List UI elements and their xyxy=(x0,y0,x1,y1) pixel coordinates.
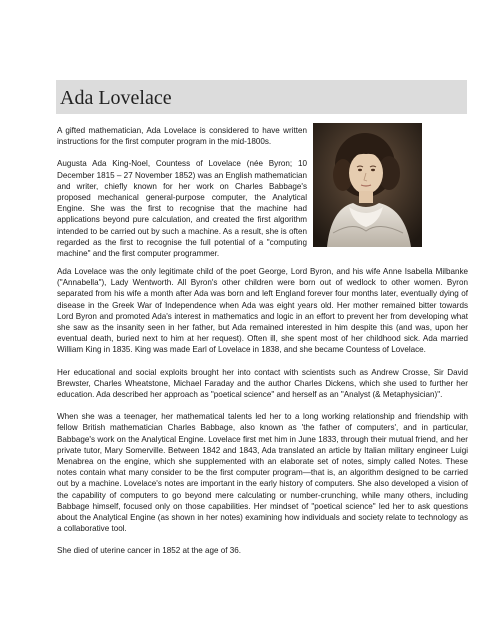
paragraph-death: She died of uterine cancer in 1852 at the age of 36. xyxy=(57,546,242,556)
intro-paragraph: Augusta Ada King-Noel, Countess of Lovelace (née Byron; 10 December 1815 – 27 November 1852) was an English mathematician and writer, chiefly known for her work on Charles Babbage's proposed mechanical general-purpose computer, the Analytical Engine. She was the first to recognise that the machine had applications beyond pure calculation, and created the first algorithm intended to be carried out by such a machine. As a result, she is often regarded as the first to recognise the full potential of a "computing machine" and the first computer programmer. xyxy=(57,159,307,259)
paragraph-education: Her educational and social exploits brought her into contact with scientists such as Andrew Crosse, Sir David Brewster, Charles Wheatstone, Michael Faraday and the author Charles Dickens, which she used to further her education. Ada described her approach as "poetical science" and herself as an "Analyst (& Metaphysician)". xyxy=(57,367,468,400)
lead-paragraph: A gifted mathematician, Ada Lovelace is considered to have written instructions for the first computer program in the mid-1800s. xyxy=(57,126,307,147)
body-text xyxy=(57,266,468,568)
paragraph-babbage: When she was a teenager, her mathematical talents led her to a long working relationship and friendship with fellow British mathematician Charles Babbage, also known as 'the father of computers', and in particular, Babbage's work on the Analytical Engine. Lovelace first met him in June 1833, through their mutual friend, and her private tutor, Mary Somerville. Between 1842 and 1843, Ada translated an article by Italian military engineer Luigi Menabrea on the engine, which she supplemented with an elaborate set of notes, simply called Notes. These notes contain what many consider to be the first computer program—that is, an algorithm designed to be carried out by a machine. Lovelace's notes are important in the early history of computers. She also developed a vision of the capability of computers to go beyond mere calculating or number-crunching, while many others, including Babbage himself, focused only on those capabilities. Her mindset of "poetical science" led her to ask questions about the Analytical Engine (as shown in her notes) examining how individuals and society relate to technology as a collaborative tool. xyxy=(57,412,468,534)
title-band xyxy=(56,80,467,114)
page-title: Ada Lovelace xyxy=(60,87,172,109)
paragraph-early-life: Ada Lovelace was the only legitimate child of the poet George, Lord Byron, and his wife Anne Isabella Milbanke ("Annabella"), Lady Wentworth. All Byron's other children were born out of wedlock to other women. Byron separated from his wife a month after Ada was born and left England forever four months later, eventually dying of disease in the Greek War of Independence when Ada was eight years old. Her mother remained bitter towards Lord Byron and promoted Ada's interest in mathematics and logic in an effort to prevent her from developing what she saw as the insanity seen in her father, but Ada remained interested in him despite this (and was, upon her eventual death, buried next to him at her request). Often ill, she spent most of her childhood sick. Ada married William King in 1835. King was made Earl of Lovelace in 1838, and she became Countess of Lovelace. xyxy=(57,267,468,355)
portrait-ada-lovelace-icon xyxy=(313,123,422,247)
intro-column xyxy=(57,125,307,270)
portrait-image xyxy=(313,123,422,247)
